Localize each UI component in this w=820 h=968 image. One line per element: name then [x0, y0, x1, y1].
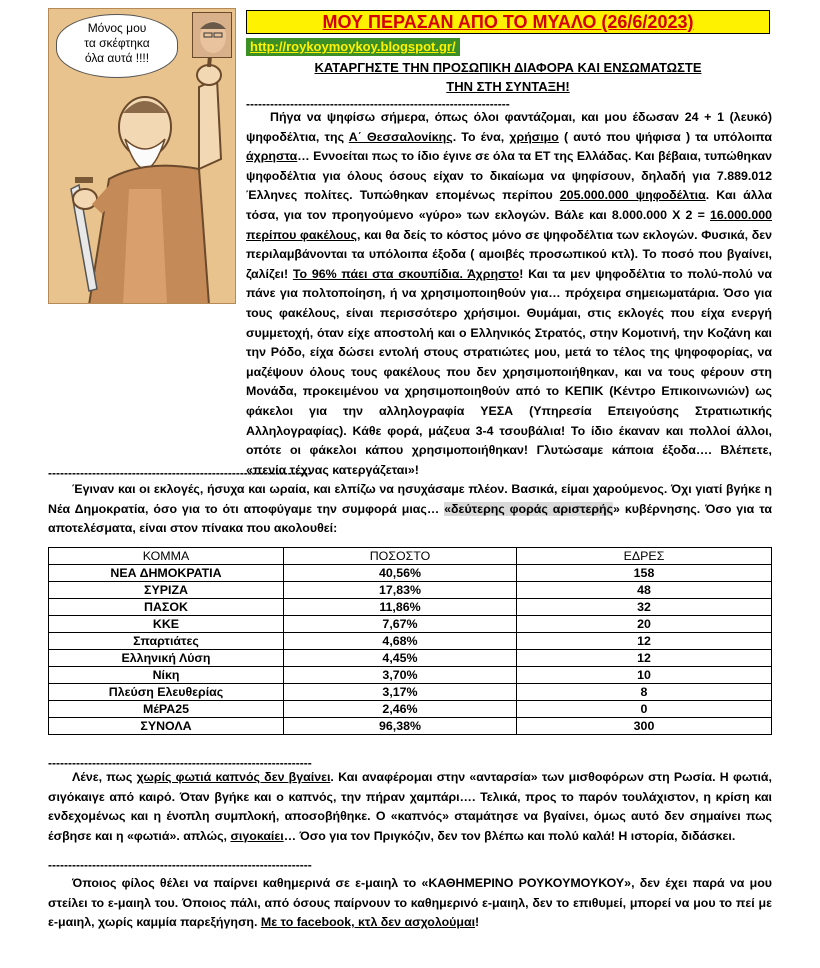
seats-cell: 158	[517, 565, 772, 582]
headline	[246, 58, 770, 96]
separator: ------------------------------------------------------------------	[48, 858, 312, 872]
separator: ------------------------------------------------------------------	[48, 466, 312, 480]
seats-cell: 12	[517, 650, 772, 667]
seats-cell: 32	[517, 599, 772, 616]
party-cell: ΝΕΑ ΔΗΜΟΚΡΑΤΙΑ	[49, 565, 284, 582]
seats-cell: 12	[517, 633, 772, 650]
face-icon	[193, 13, 232, 58]
percent-cell: 96,38%	[284, 718, 517, 735]
percent-cell: 3,17%	[284, 684, 517, 701]
bubble-line: τα σκέφτηκα	[84, 36, 150, 50]
table-row	[49, 565, 772, 582]
percent-cell: 4,68%	[284, 633, 517, 650]
page-title: ΜΟΥ ΠΕΡΑΣΑΝ ΑΠΟ ΤΟ ΜΥΑΛΟ (26/6/2023)	[246, 10, 770, 34]
seats-cell: 48	[517, 582, 772, 599]
paragraph-russia: Λένε, πως χωρίς φωτιά καπνός δεν βγαίνει. Και αναφέρομαι στην «ανταρσία» των μισθοφόρων στη Ρωσία. Η φωτιά, σιγόκαιγε από καιρό. Όταν βγήκε και ο καπνός, την πήραν χαμπάρι…. Τελικά, προς το παρόν τουλάχιστον, η κρίση και ενδεχομένως και η ένοπλη συμπλοκή, αποσοβήθηκε. Ο «καπνός» σταμάτησε να βγαίνει, όμως αυτό δεν σημαίνει πως έσβησε και η «φωτιά». απλώς, σιγοκαίει… Όσο για τον Πριγκόζιν, δεν τον βλέπω και πολύ καλά! Η ιστορία, διδάσκει.	[48, 770, 772, 843]
seats-cell: 20	[517, 616, 772, 633]
table-row	[49, 684, 772, 701]
blog-link[interactable]: http://roykoymoykoy.blogspot.gr/	[246, 38, 460, 56]
paragraph-ballots: Πήγα να ψηφίσω σήμερα, όπως όλοι φαντάζομαι, και μου έδωσαν 24 + 1 (λευκό) ψηφοδέλτια, της Α΄ Θεσσαλονίκης. Το ένα, χρήσιμο ( αυτό που ψήφισα ) τα υπόλοιπα άχρηστα… Εννοείται πως το ίδιο έγινε σε όλα τα ΕΤ της Ελλάδας. Και βέβαια, τυπώθηκαν ψηφοδέλτια για όλους όσους είχαν το δικαίωμα να ψηφίσουν, δηλαδή για 7.889.012 Έλληνες πολίτες. Τυπώθηκαν επομένως περίπου 205.000.000 ψηφοδέλτια. Και άλλα τόσα, για τον προηγούμενο «γύρο» των εκλογών. Βάλε και 8.000.000 Χ 2 = 16.000.000 περίπου φακέλους, και θα δείς το κόστος μόνο σε ψηφοδέλτια των εκλογών. Φυσικά, δεν περιλαμβάνονται τα υπόλοιπα έξοδα ( αμοιβές προσωπικού κτλ). Το ποσό που βγαίνει, ζαλίζει! Το 96% πάει στα σκουπίδια. Άχρηστο! Και τα μεν ψηφοδέλτια το πολύ-πολύ να πάνε για πολτοποίηση, ή να χρησιμοποιηθούν για… πρόχειρα σημειωματάρια. Όσο για τους φακέλους, είναι περισσότερο χρήσιμοι. Θυμάμαι, στις εκλογές που είχα ενεργή συμμετοχή, όταν είχε αποστολή και ο Ελληνικός Στρατός, στην Κομοτινή, την Κοζάνη και την Ρόδο, είχα δώσει εντολή στους στρατιώτες μου, μετά το τέλος της ψηφοφορίας, να μαζέψουν όλους τους φακέλους που δεν χρησιμοποιήθηκαν, και να τους φέρουν στη Μονάδα, προκειμένου να χρησιμοποιηθούν από το ΚΕΠΙΚ (Κέντρο Επικοινωνιών) ως φάκελοι για την αλληλογραφία ΥΕΣΑ (Υπηρεσία Επειγούσης Στρατιωτικής Αλληλογραφίας). Κάθε φορά, μάζευα 3-4 τσουβάλια! Το ίδιο έκαναν και πολλοί άλλοι, οπότε οι φάκελοι κάπου χρησιμοποιήθηκαν! Γλυτώσαμε κάποια έξοδα…. Βλέπετε, «πενία τέχνας κατεργάζεται»!	[246, 110, 773, 477]
party-cell: ΚΚΕ	[49, 616, 284, 633]
party-cell: Πλεύση Ελευθερίας	[49, 684, 284, 701]
party-cell: Σπαρτιάτες	[49, 633, 284, 650]
seats-cell: 10	[517, 667, 772, 684]
results-table	[48, 547, 772, 735]
party-cell: ΜέΡΑ25	[49, 701, 284, 718]
paragraph-email: Όποιος φίλος θέλει να παίρνει καθημερινά σε ε-μαιηλ το «ΚΑΘΗΜΕΡΙΝΟ ΡΟΥΚΟΥΜΟΥΚΟΥ», δεν έχει παρά να μου στείλει το ε-μαιηλ του. Όποιος πάλι, από όσους παίρνουν το καθημερινό ε-μαιηλ, δεν το επιθυμεί, μπορεί να μου το πεί με ε-μαιηλ, χωρίς καμμία παρεξήγηση. Με το facebook, κτλ δεν ασχολούμαι!	[48, 876, 772, 930]
table-row	[49, 582, 772, 599]
bubble-line: όλα αυτά !!!!	[84, 51, 150, 65]
percent-cell: 11,86%	[284, 599, 517, 616]
paragraph-elections: Έγιναν και οι εκλογές, ήσυχα και ωραία, και ελπίζω να ησυχάσαμε πλέον. Βασικά, είμαι χαρούμενος. Όχι γιατί βγήκε η Νέα Δημοκρατία, όσο για το ότι αποφύγαμε την συμφορά μιας… «δεύτερης φοράς αριστερής» κυβέρνησης. Όσο για τα αποτελέσματα, είναι στον πίνακα που ακολουθεί:	[48, 482, 772, 536]
table-row	[49, 701, 772, 718]
header-seats: ΕΔΡΕΣ	[517, 548, 772, 565]
header-party: ΚΟΜΜΑ	[49, 548, 284, 565]
party-cell: Ελληνική Λύση	[49, 650, 284, 667]
percent-cell: 2,46%	[284, 701, 517, 718]
bubble-line: Μόνος μου	[87, 21, 147, 35]
table-row	[49, 633, 772, 650]
party-cell: Νίκη	[49, 667, 284, 684]
separator: ------------------------------------------------------------------	[246, 97, 510, 111]
speech-bubble	[56, 14, 178, 78]
seats-cell: 300	[517, 718, 772, 735]
table-row	[49, 667, 772, 684]
party-cell: ΣΥΝΟΛΑ	[49, 718, 284, 735]
table-row	[49, 616, 772, 633]
table-row	[49, 718, 772, 735]
percent-cell: 17,83%	[284, 582, 517, 599]
percent-cell: 4,45%	[284, 650, 517, 667]
table-row	[49, 599, 772, 616]
seats-cell: 8	[517, 684, 772, 701]
table-row	[49, 650, 772, 667]
party-cell: ΣΥΡΙΖΑ	[49, 582, 284, 599]
headline-line: ΚΑΤΑΡΓΗΣΤΕ ΤΗΝ ΠΡΟΣΩΠΙΚΗ ΔΙΑΦΟΡΑ ΚΑΙ ΕΝΣΩΜΑΤΩΣΤΕ	[314, 60, 702, 75]
seats-cell: 0	[517, 701, 772, 718]
header-percent: ΠΟΣΟΣΤΟ	[284, 548, 517, 565]
author-photo	[192, 12, 232, 58]
headline-line: ΤΗΝ ΣΤΗ ΣΥΝΤΑΞΗ!	[446, 79, 570, 94]
percent-cell: 3,70%	[284, 667, 517, 684]
table-header-row	[49, 548, 772, 565]
percent-cell: 40,56%	[284, 565, 517, 582]
percent-cell: 7,67%	[284, 616, 517, 633]
separator: ------------------------------------------------------------------	[48, 756, 312, 770]
party-cell: ΠΑΣΟΚ	[49, 599, 284, 616]
